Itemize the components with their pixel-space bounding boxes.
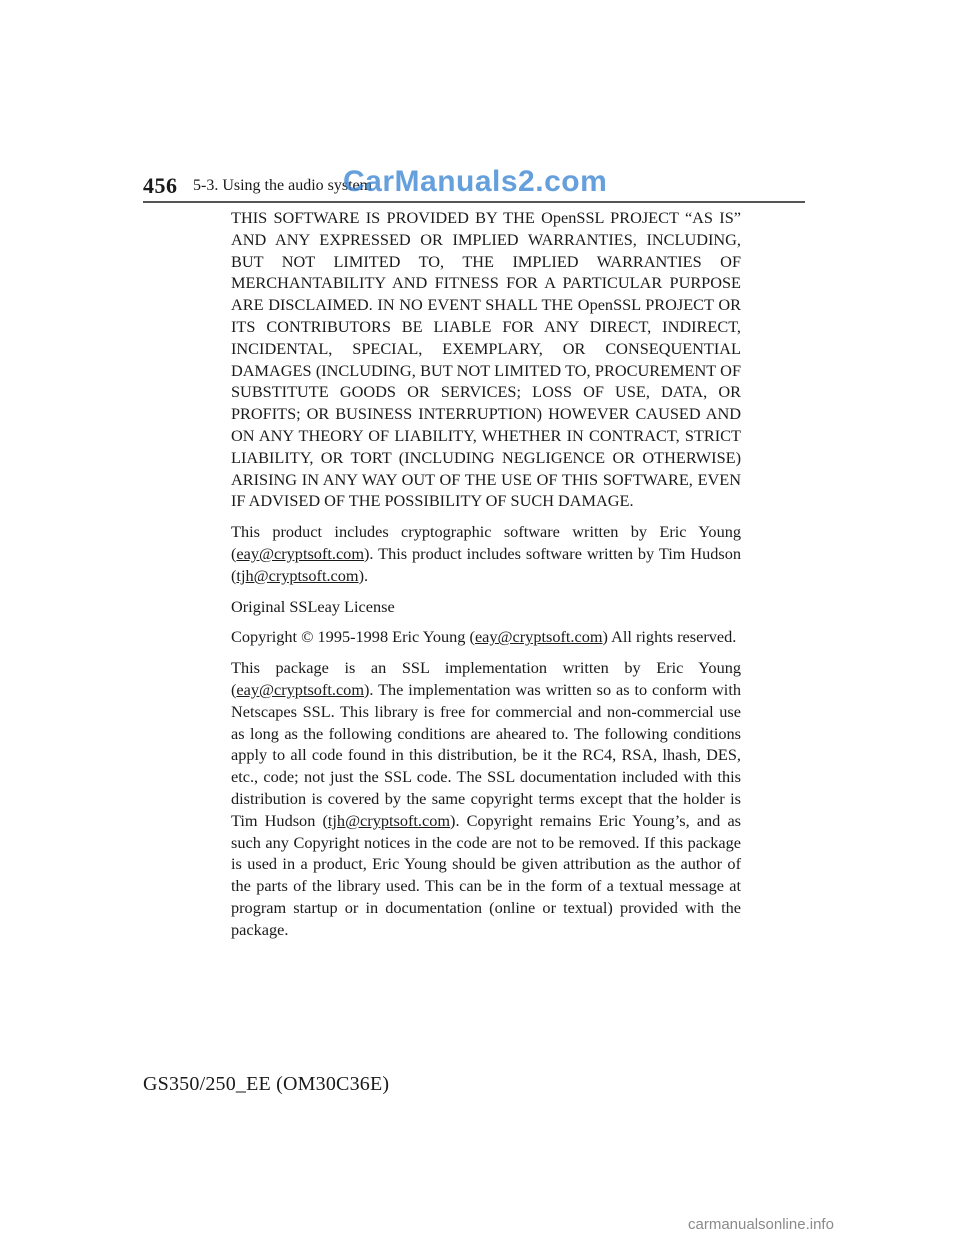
- license-title: Original SSLeay License: [231, 596, 395, 616]
- copyright-text-2: ) All rights reserved.: [602, 627, 737, 647]
- watermark-bottom[interactable]: carmanualsonline.info: [688, 1216, 834, 1233]
- header-rule: [143, 201, 805, 203]
- page-number: 456: [143, 173, 178, 198]
- email-link-tjh[interactable]: tjh@cryptsoft.com: [236, 565, 359, 585]
- package-text-2: ). The implementation was written so as to conform with Netscapes SSL. This library is free for commercial and non-commercial use as long as the following conditions are aheared to. The following conditions apply to all code found in this distribution, be it the RC4, RSA, lhash, DES, etc., code; not just the SSL code. The SSL documentation included with this distribution is covered by the same copyright terms except that the holder is Tim Hudson (: [231, 679, 741, 830]
- email-link-eay-package[interactable]: eay@cryptsoft.com: [236, 679, 364, 699]
- disclaimer-paragraph: THIS SOFTWARE IS PROVIDED BY THE OpenSSL PROJECT “AS IS” AND ANY EXPRESSED OR IMPLIED WARRANTIES, INCLUDING, BUT NOT LIMITED TO, THE IMPLIED WARRANTIES OF MERCHANTABILITY AND FITNESS FOR A PARTICULAR PURPOSE ARE DISCLAIMED. IN NO EVENT SHALL THE OpenSSL PROJECT OR ITS CONTRIBUTORS BE LIABLE FOR ANY DIRECT, INDIRECT, INCIDENTAL, SPECIAL, EXEMPLARY, OR CONSEQUENTIAL DAMAGES (INCLUDING, BUT NOT LIMITED TO, PROCUREMENT OF SUBSTITUTE GOODS OR SERVICES; LOSS OF USE, DATA, OR PROFITS; OR BUSINESS INTERRUPTION) HOWEVER CAUSED AND ON ANY THEORY OF LIABILITY, WHETHER IN CONTRACT, STRICT LIABILITY, OR TORT (INCLUDING NEGLIGENCE OR OTHERWISE) ARISING IN ANY WAY OUT OF THE USE OF THIS SOFTWARE, EVEN IF ADVISED OF THE POSSIBILITY OF SUCH DAMAGE.: [231, 208, 741, 511]
- body-text: [231, 207, 741, 950]
- package-text-3: ). Copyright remains Eric Young’s, and as such any Copyright notices in the code are not to be removed. If this package is used in a product, Eric Young should be given attribution as the author of the parts of the library used. This can be in the form of a textual message at program startup or in documentation (online or textual) provided with the package.: [231, 810, 742, 939]
- section-title: 5-3. Using the audio system: [193, 177, 373, 194]
- crypto-paragraph: [231, 521, 741, 586]
- package-paragraph: [231, 657, 741, 940]
- watermark-logo-top[interactable]: CarManuals2.com: [343, 165, 608, 198]
- email-link-eay[interactable]: eay@cryptsoft.com: [236, 543, 364, 563]
- crypto-text-2: ). This product includes software written by Tim Hudson (: [231, 543, 741, 585]
- email-link-tjh-package[interactable]: tjh@cryptsoft.com: [327, 810, 451, 830]
- copyright-paragraph: [231, 626, 741, 648]
- footer-model-code: GS350/250_EE (OM30C36E): [143, 1073, 390, 1095]
- copyright-text-1: Copyright © 1995-1998 Eric Young (: [231, 627, 475, 647]
- package-text-1: This package is an SSL implementation written by Eric Young (: [231, 658, 741, 699]
- email-link-eay-copyright[interactable]: eay@cryptsoft.com: [474, 627, 603, 647]
- crypto-text-1: This product includes cryptographic software written by Eric Young (: [231, 522, 741, 563]
- crypto-text-3: ).: [358, 565, 369, 585]
